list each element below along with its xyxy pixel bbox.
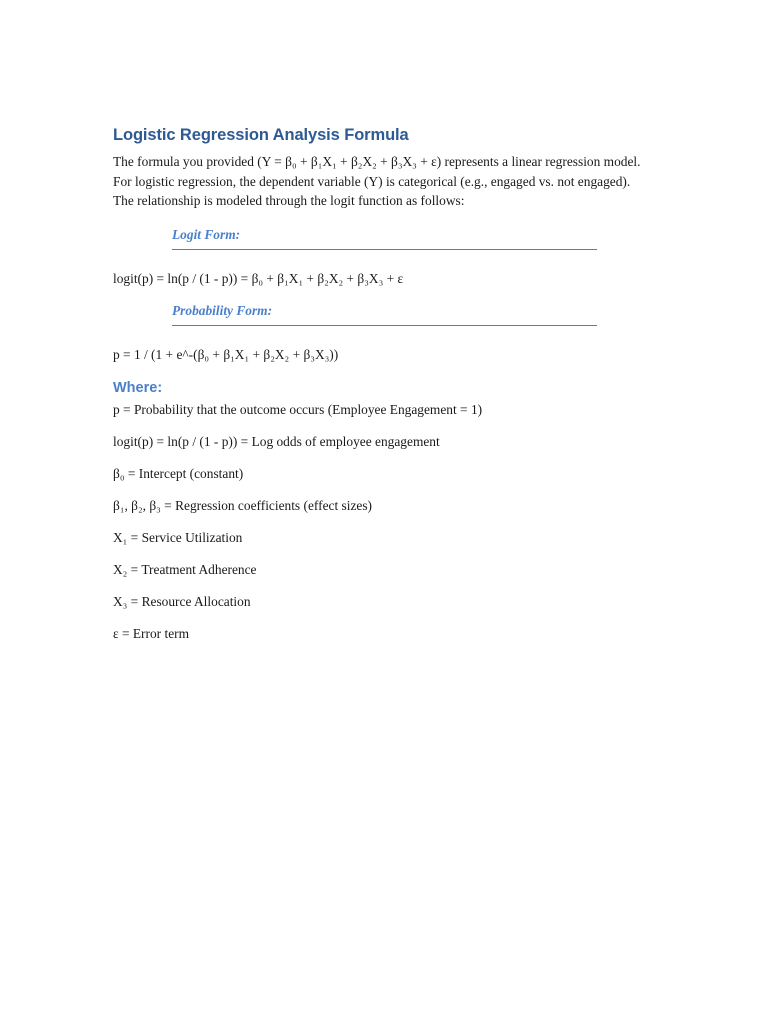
logit-formula: logit(p) = ln(p / (1 - p)) = β₀ + β₁X₁ + β₂X₂ + β₃X₃ + ε — [113, 270, 404, 286]
definition-item: ε = Error term — [113, 625, 190, 641]
probability-formula: p = 1 / (1 + e^-(β₀ + β₁X₁ + β₂X₂ + β₃X₃)) — [113, 346, 339, 362]
definition-item: p = Probability that the outcome occurs (Employee Engagement = 1) — [113, 401, 483, 417]
probability-heading: Probability Form: — [172, 302, 273, 318]
definition-item: logit(p) = ln(p / (1 - p)) = Log odds of employee engagement — [113, 433, 440, 449]
logit-heading-block — [172, 226, 597, 250]
definition-item: β₀ = Intercept (constant) — [113, 465, 244, 481]
intro-paragraph: The formula you provided (Y = β₀ + β₁X₁ + β₂X₂ + β₃X₃ + ε) represents a linear regression model. For logistic regression, the dependent variable (Y) is categorical (e.g., engaged vs. not engaged). The relationship is modeled through the logit function as follows: — [113, 154, 641, 208]
definition-item: X₁ = Service Utilization — [113, 529, 243, 545]
definitions-list — [113, 401, 643, 643]
definition-item: X₃ = Resource Allocation — [113, 593, 251, 609]
probability-heading-block — [172, 302, 597, 326]
document-title: Logistic Regression Analysis Formula — [113, 126, 409, 144]
logit-heading: Logit Form: — [172, 226, 241, 242]
definition-item: X₂ = Treatment Adherence — [113, 561, 257, 577]
document-body — [113, 124, 643, 643]
definition-item: β₁, β₂, β₃ = Regression coefficients (effect sizes) — [113, 497, 373, 513]
where-heading: Where: — [113, 379, 163, 396]
